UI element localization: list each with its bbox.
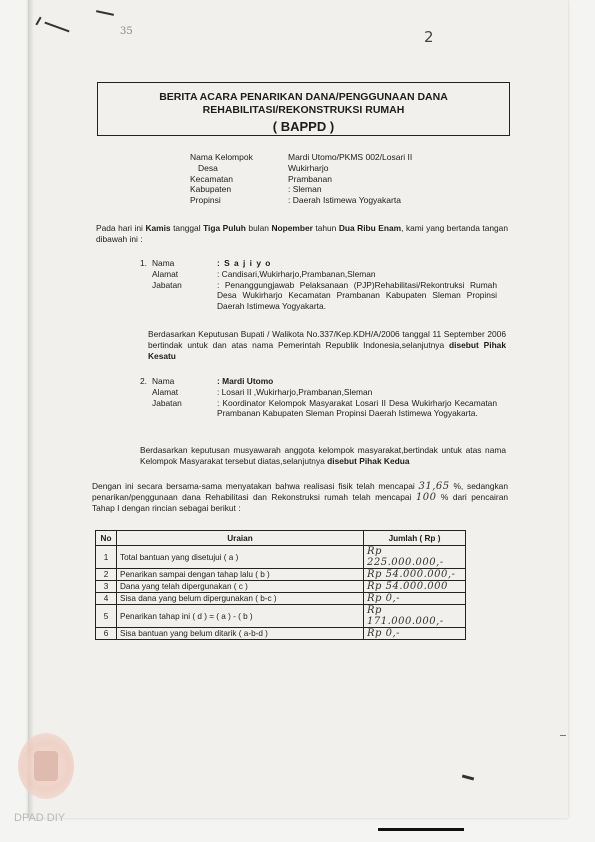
cell-no: 3	[96, 581, 117, 593]
cell-jumlah: Rp 54.000.000	[364, 581, 466, 593]
corner-mark: 35	[120, 26, 133, 37]
jabatan-label: Jabatan	[152, 397, 182, 408]
page-edge-line	[560, 735, 566, 736]
info-key: Desa	[198, 162, 218, 173]
title-line-3: ( BAPPD )	[272, 119, 335, 134]
info-row	[190, 184, 412, 195]
cell-uraian: Penarikan sampai dengan tahap lalu ( b )	[117, 569, 364, 581]
intro-text: tanggal	[170, 223, 204, 233]
cell-no: 2	[96, 569, 117, 581]
info-value: Mardi Utomo/PKMS 002/Losari II	[288, 152, 413, 162]
cell-jumlah: Rp 171.000.000,-	[364, 605, 466, 628]
title-box	[97, 82, 510, 136]
intro-month: Nopember	[271, 223, 313, 233]
info-key: Nama Kelompok	[190, 152, 253, 162]
info-value: Wukirharjo	[288, 162, 329, 173]
table-row	[96, 593, 466, 605]
col-header-jumlah: Jumlah ( Rp )	[364, 531, 466, 546]
pihak-kesatu: disebut Pihak Kesatu	[148, 340, 506, 361]
table-row	[96, 581, 466, 593]
fisik-percent: 31,65	[418, 481, 450, 492]
cell-no: 6	[96, 628, 117, 640]
intro-date: Tiga Puluh	[203, 223, 246, 233]
basis-text: Berdasarkan Keputusan Bupati / Walikota No.337/Kep.KDH/A/2006 tanggal 11 September 2006 bertindak untuk dan atas nama Pemerintah Republik Indonesia,selanjutnya	[148, 329, 506, 350]
title-line-2: REHABILITASI/REKONSTRUKSI RUMAH	[202, 104, 405, 116]
cell-no: 5	[96, 605, 117, 628]
party-2	[140, 376, 497, 419]
info-key: Propinsi	[190, 195, 221, 206]
intro-paragraph	[96, 223, 508, 245]
jabatan-label: Jabatan	[152, 279, 182, 290]
name-label: Nama	[152, 376, 175, 386]
info-value: : Daerah Istimewa Yogyakarta	[288, 195, 401, 206]
basis-paragraph-1	[148, 329, 506, 362]
info-key: Kecamatan	[190, 173, 233, 184]
intro-text: bulan	[245, 223, 272, 233]
party-1-name: : S a j i y o	[217, 258, 272, 268]
realisasi-paragraph	[92, 481, 508, 514]
table-row	[96, 546, 466, 569]
party-number: 1.	[140, 258, 147, 268]
info-row	[190, 195, 412, 206]
table-row	[96, 605, 466, 628]
rincian-table	[95, 530, 466, 640]
cell-uraian: Penarikan tahap ini ( d ) = ( a ) - ( b )	[117, 605, 364, 628]
group-info	[190, 152, 412, 206]
cell-uraian: Total bantuan yang disetujui ( a )	[117, 546, 364, 569]
info-row	[190, 152, 412, 163]
info-key: Kabupaten	[190, 184, 232, 195]
alamat-label: Alamat	[152, 268, 179, 279]
table-row	[96, 569, 466, 581]
party-2-name: : Mardi Utomo	[217, 376, 274, 386]
party-2-alamat: : Losari II ,Wukirharjo,Prambanan,Sleman	[217, 386, 373, 397]
basis-paragraph-2	[140, 445, 506, 467]
page-edge-shadow	[28, 0, 34, 818]
info-value: Prambanan	[288, 173, 332, 184]
info-row	[190, 163, 412, 174]
cell-no: 4	[96, 593, 117, 605]
title-line-1: BERITA ACARA PENARIKAN DANA/PENGGUNAAN DANA	[159, 91, 448, 103]
cell-uraian: Sisa dana yang belum dipergunakan ( b-c )	[117, 593, 364, 605]
pihak-kedua: disebut Pihak Kedua	[327, 456, 410, 466]
intro-text: Pada hari ini	[96, 223, 146, 233]
col-header-uraian: Uraian	[117, 531, 364, 546]
page-number: 2	[424, 28, 434, 46]
table-row	[96, 628, 466, 640]
cell-uraian: Dana yang telah dipergunakan ( c )	[117, 581, 364, 593]
basis-text: Berdasarkan keputusan musyawarah anggota kelompok masyarakat,bertindak untuk atas nama Kelompok Masyarakat tersebut diatas,selanjutnya	[140, 445, 506, 466]
info-value: : Sleman	[288, 184, 322, 195]
cell-uraian: Sisa bantuan yang belum ditarik ( a-b-d )	[117, 628, 364, 640]
realisasi-text: % dari pencairan Tahap I dengan rincian sebagai berikut :	[92, 492, 509, 513]
cell-jumlah: Rp 0,-	[364, 593, 466, 605]
intro-text: tahun	[312, 223, 339, 233]
intro-text: , kami yang bertanda tangan dibawah ini :	[96, 223, 508, 244]
party-1-jabatan: : Penanggungjawab Pelaksanaan (PJP)Rehabilitasi/Rekontruksi Rumah Desa Wukirharjo Kecamatan Prambanan Kabupaten Sleman Propinsi Daerah Istimewa Yogyakarta.	[217, 279, 497, 312]
realisasi-text: %, sedangkan penarikan/penggunaan dana Rehabilitasi dan Rekonstruksi rumah telah mencapai	[92, 481, 508, 502]
intro-day: Kamis	[145, 223, 171, 233]
realisasi-text: Dengan ini secara bersama-sama menyatakan bahwa realisasi fisik telah mencapai	[92, 481, 415, 491]
dana-percent: 100	[415, 492, 437, 503]
intro-year: Dua Ribu Enam	[338, 223, 402, 233]
archive-logo-icon	[18, 733, 74, 799]
cell-jumlah: Rp 0,-	[364, 628, 466, 640]
watermark: DPAD DIY	[14, 812, 66, 824]
party-1	[140, 258, 497, 312]
party-number: 2.	[140, 376, 147, 386]
info-row	[190, 174, 412, 185]
cell-jumlah: Rp 225.000.000,-	[364, 546, 466, 569]
alamat-label: Alamat	[152, 386, 179, 397]
col-header-no: No	[96, 531, 117, 546]
table-header-row	[96, 531, 466, 546]
party-1-alamat: : Candisari,Wukirharjo,Prambanan,Sleman	[217, 268, 376, 279]
party-2-jabatan: : Koordinator Kelompok Masyarakat Losari II Desa Wukirharjo Kecamatan Prambanan Kabupaten Sleman Propinsi Daerah Istimewa Yogyakarta.	[217, 397, 497, 419]
name-label: Nama	[152, 258, 175, 268]
bottom-rule	[378, 828, 464, 831]
cell-no: 1	[96, 546, 117, 569]
cell-jumlah: Rp 54.000.000,-	[364, 569, 466, 581]
